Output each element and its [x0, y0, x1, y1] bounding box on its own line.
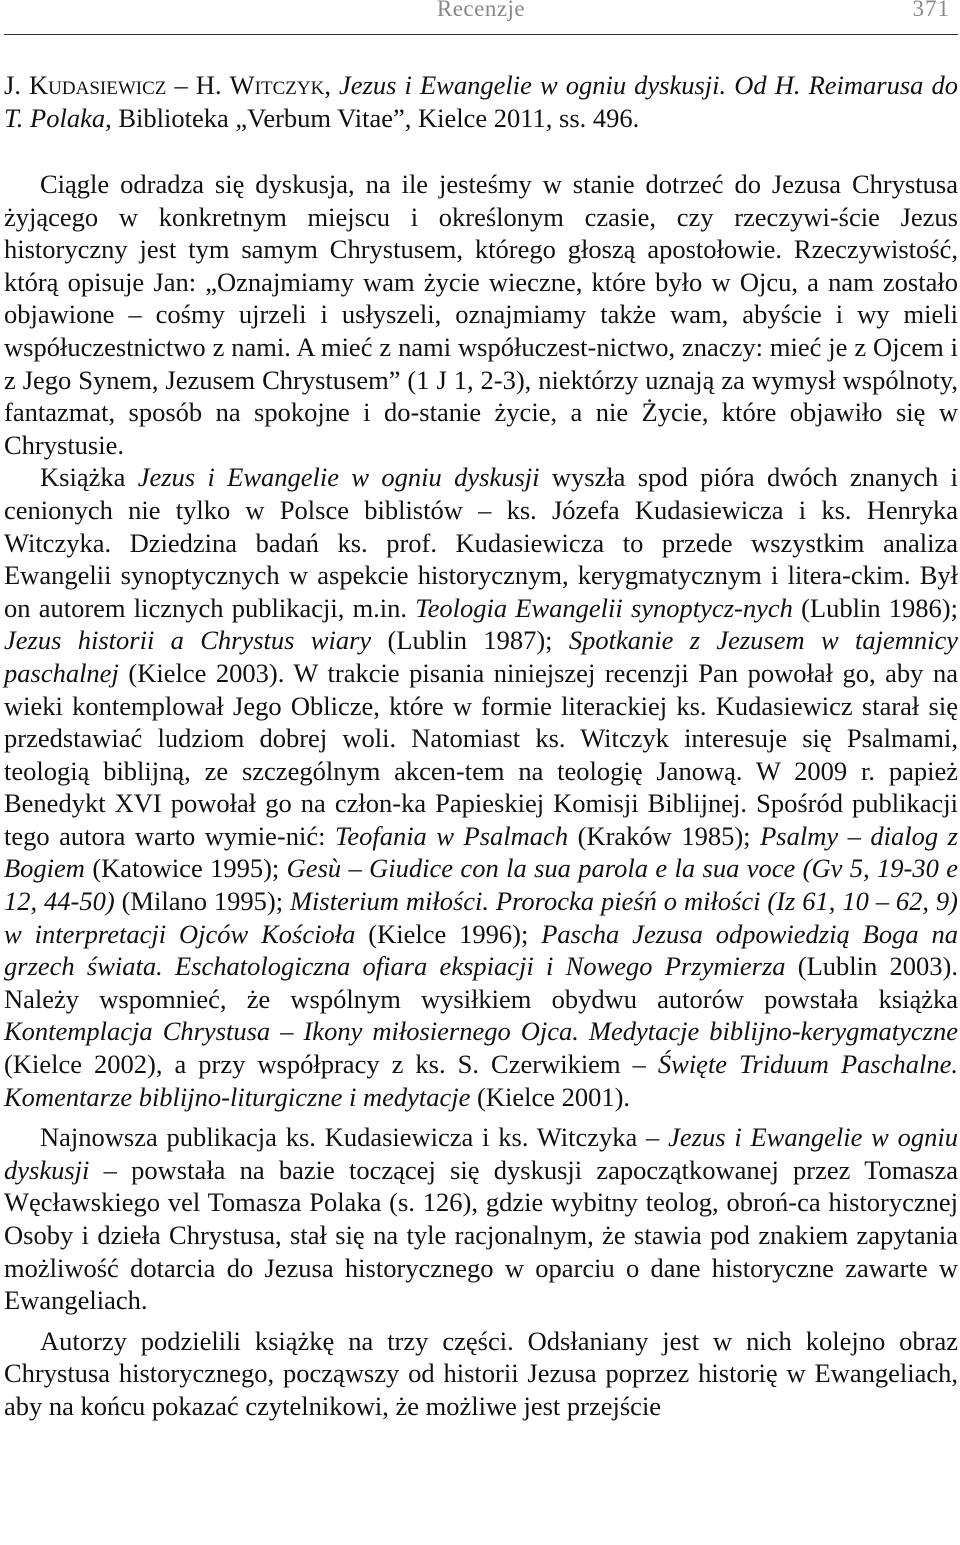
text-run: (Kraków 1985);	[568, 820, 761, 851]
title-separator: ,	[324, 70, 340, 100]
title-run: Spotkanie z Jezusem w tajemnicy paschalnej	[4, 625, 958, 688]
book-citation	[4, 69, 958, 135]
text-run: (Kielce 1996);	[355, 918, 542, 949]
title-run: Kontemplacja Chrystusa – Ikony miłosiernego Ojca. Medytacje biblijno-kerygmatyczne	[4, 1016, 958, 1047]
text-run: (Kielce 2003). W trakcie pisania niniejszej recenzji Pan powołał go, aby na wieki kontemplował Jego Oblicze, które w formie literackiej ks. Kudasiewicz starał się przedstawiać ludziom dobrej woli. Natomiast ks. Witczyk interesuje się Psalmami, teologią biblijną, ze szczególnym akcen-tem na teologię Janową. W 2009 r. papież Benedykt XVI powołał go na człon-ka Papieskiej Komisji Biblijnej. Spośród publikacji tego autora warto wymie-nić:	[4, 657, 958, 851]
running-header	[4, 0, 958, 35]
page-number: 371	[912, 0, 950, 21]
author1-name: Kudasiewicz	[29, 70, 167, 100]
publication-details: , Biblioteka „Verbum Vitae”, Kielce 2011, ss. 496.	[105, 103, 640, 133]
title-run: Teologia Ewangelii synoptycz-nych	[415, 592, 793, 623]
title-run: Teofania w Psalmach	[335, 820, 569, 851]
paragraph-new-publication	[4, 1121, 958, 1317]
running-title: Recenzje	[436, 0, 526, 21]
text-run: (Lublin 1987);	[371, 625, 569, 656]
title-run: Święte Triduum Paschalne. Komentarze biblijno-liturgiczne i medytacje	[4, 1049, 958, 1112]
paragraph-authors	[4, 461, 958, 1113]
title-run: Misterium miłości. Prorocka pieśń o miłości (Iz 61, 10 – 62, 9) w interpretacji Ojców Kościoła	[4, 886, 958, 949]
paragraph-structure: Autorzy podzielili książkę na trzy części. Odsłaniany jest w nich kolejno obraz Chrystusa historycznego, począwszy od historii Jezusa poprzez historię w Ewangeliach, aby na końcu pokazać czytelnikowi, że możliwe jest przejście	[4, 1325, 958, 1421]
text-run: – powstała na bazie toczącej się dyskusji zapoczątkowanej przez Tomasza Węcławskiego vel Tomasza Polaka (s. 126), gdzie wybitny teolog, obroń-ca historycznej Osoby i dzieła Chrystusa, stał się na tyle racjonalnym, że stawia pod znakiem zapytania możliwość dotarcia do Jezusa historycznego w oparciu o dane historyczne zawarte w Ewangeliach.	[4, 1154, 958, 1316]
review-body	[4, 168, 958, 1423]
author1-initial: J.	[4, 70, 30, 100]
text-run: Książka	[40, 462, 138, 493]
title-run: Gesù – Giudice con la sua parola e la sua voce (Gv 5, 19-30 e 12, 44-50)	[4, 853, 958, 917]
text-run: Najnowsza publikacja ks. Kudasiewicza i ks. Witczyka –	[40, 1122, 669, 1153]
text-run: (Kielce 2001).	[470, 1081, 631, 1112]
title-run: Psalmy – dialog z Bogiem	[4, 820, 958, 884]
author2-name: Witczyk	[229, 70, 325, 100]
text-run: (Milano 1995);	[114, 886, 290, 917]
text-run: (Lublin 1986);	[792, 592, 958, 623]
title-run: Jezus i Ewangelie w ogniu dyskusji	[137, 462, 540, 493]
text-run: wyszła spod pióra dwóch znanych i cenionych nie tylko w Polsce biblistów – ks. Józefa Kudasiewicza i ks. Henryka Witczyka. Dziedzina badań ks. prof. Kudasiewicza to przede wszystkim analiza Ewangelii synoptycznych w aspekcie historycznym, kerygmatycznym i litera-ckim. Był on autorem licznych publikacji, m.in.	[4, 462, 958, 623]
book-title: Jezus i Ewangelie w ogniu dyskusji. Od H. Reimarusa do T. Polaka	[4, 70, 958, 133]
text-run: (Katowice 1995);	[84, 853, 287, 884]
title-run: Jezus historii a Chrystus wiary	[4, 625, 372, 656]
author-separator: – H.	[166, 70, 230, 100]
title-run: Jezus i Ewangelie w ogniu dyskusji	[4, 1122, 958, 1185]
title-run: Pascha Jezusa odpowiedzią Boga na grzech świata. Eschatologiczna ofiara ekspiacji i Nowego Przymierza	[4, 918, 958, 982]
text-run: (Lublin 2003). Należy wspomnieć, że wspólnym wysiłkiem obydwu autorów powstała książka	[4, 951, 959, 1014]
text-run: (Kielce 2002), a przy współpracy z ks. S. Czerwikiem –	[4, 1049, 658, 1080]
paragraph-intro: Ciągle odradza się dyskusja, na ile jesteśmy w stanie dotrzeć do Jezusa Chrystusa żyjącego w konkretnym miejscu i określonym czasie, czy rzeczywi-ście Jezus historyczny jest tym samym Chrystusem, którego głoszą apostołowie. Rzeczywistość, którą opisuje Jan: „Oznajmiamy wam życie wieczne, które było w Ojcu, a nam zostało objawione – cośmy ujrzeli i usłyszeli, oznajmiamy także wam, abyście i wy mieli współuczestnictwo z nami. A mieć z nami współuczest-nictwo, znaczy: mieć je z Ojcem i z Jego Synem, Jezusem Chrystusem” (1 J 1, 2-3), niektórzy uznają za wymysł wspólnoty, fantazmat, sposób na spokojne i do-stanie życie, a nie Życie, które objawiło się w Chrystusie.	[4, 169, 958, 460]
